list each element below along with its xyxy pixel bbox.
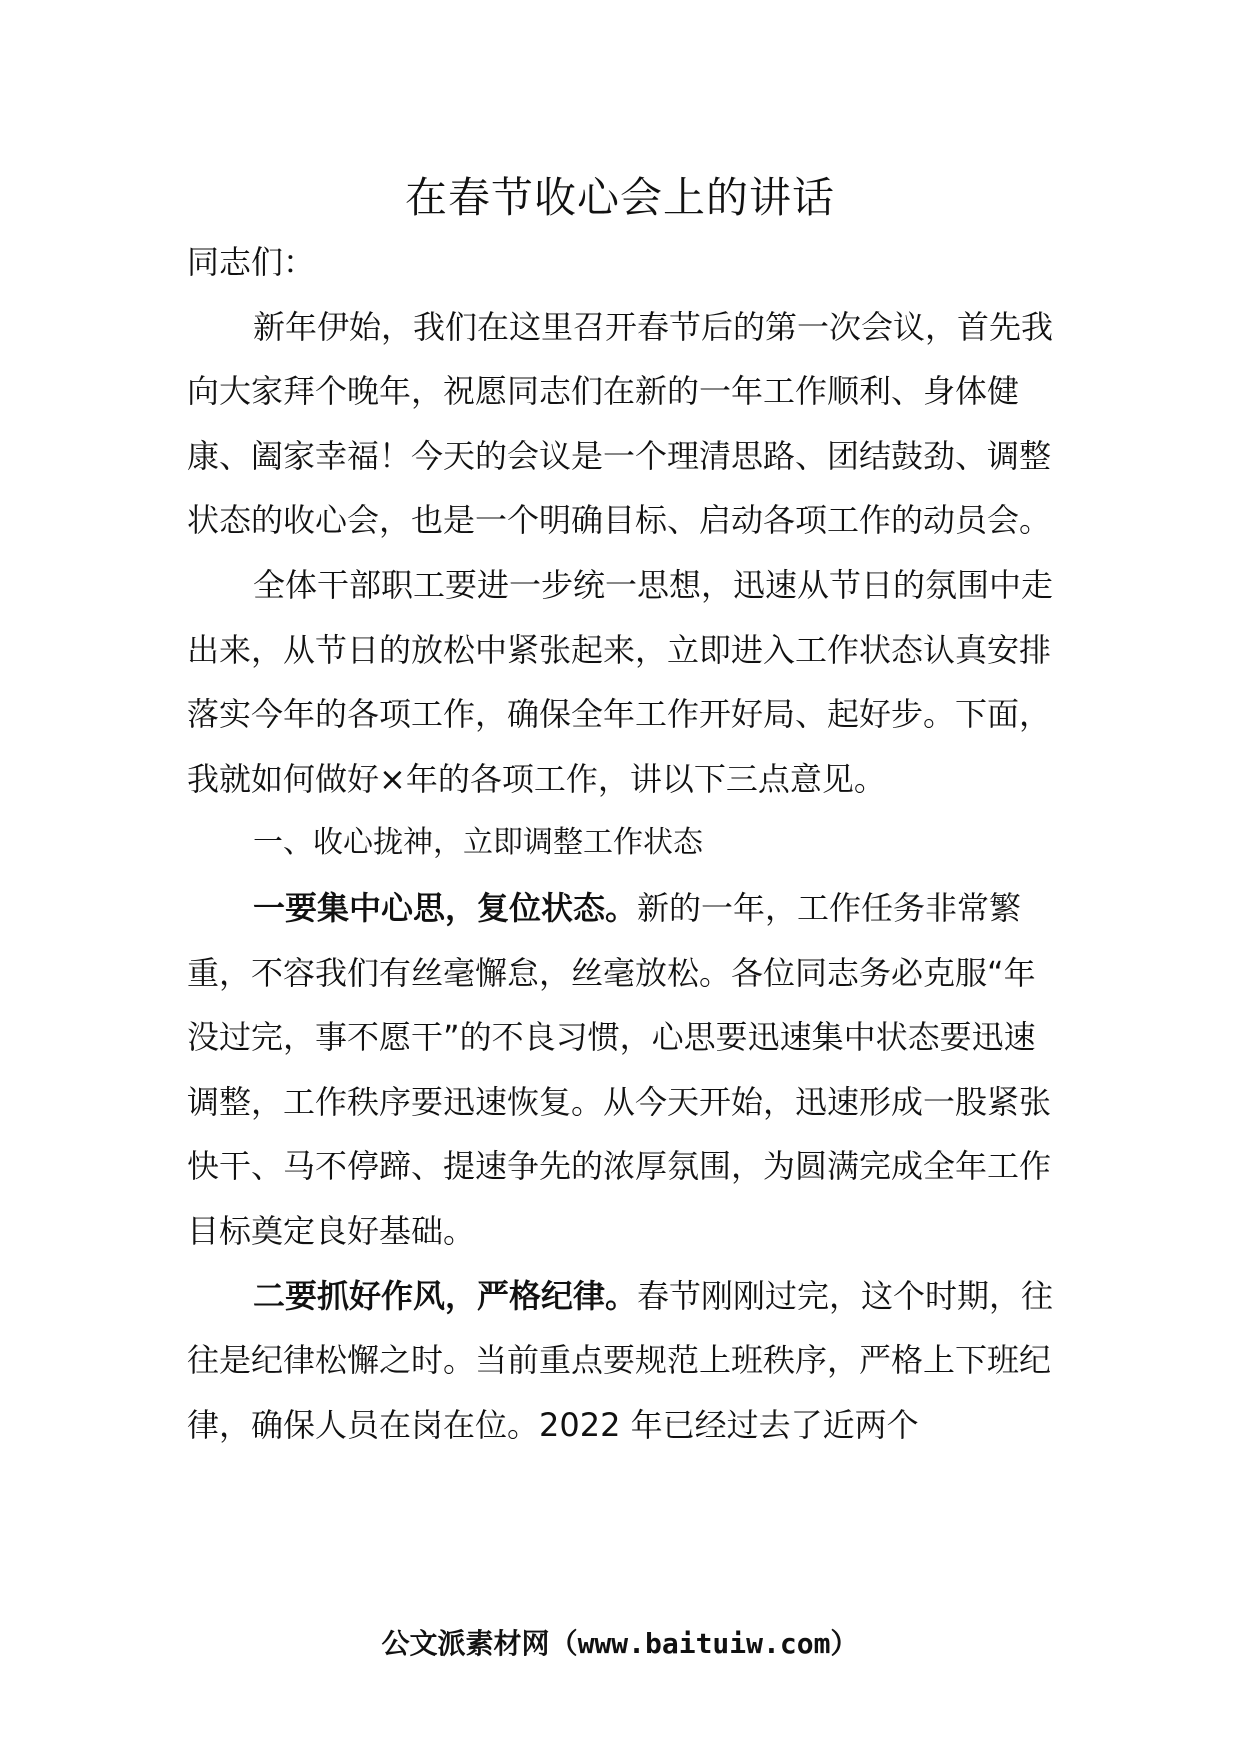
point-two	[187, 1264, 1057, 1458]
salutation: 同志们：	[187, 243, 316, 281]
point-two-lead: 二要抓好作风，严格纪律。	[253, 1276, 638, 1315]
point-one-text: 新的一年，工作任务非常繁重，不容我们有丝毫懈怠，丝毫放松。各位同志务必克服“年没过完，事不愿干”的不良习惯，心思要迅速集中状态要迅速调整，工作秩序要迅速恢复。从今天开始，迅速形成一股紧张快干、马不停蹄、提速争先的浓厚氛围，为圆满完成全年工作目标奠定良好基础。	[187, 888, 1052, 1250]
footer-site-name: 公文派素材网	[381, 1627, 550, 1660]
document-title: 在春节收心会上的讲话	[404, 173, 835, 222]
footer-site-url: （www.baituiw.com）	[549, 1627, 859, 1660]
footer-watermark	[0, 1624, 1240, 1664]
paragraph-unify-thinking: 全体干部职工要进一步统一思想，迅速从节日的氛围中走出来，从节日的放松中紧张起来，立即进入工作状态认真安排落实今年的各项工作，确保全年工作开好局、起好步。下面，我就如何做好×年的各项工作，讲以下三点意见。	[187, 565, 1054, 798]
point-two-text: 春节刚刚过完，这个时期，往往是纪律松懈之时。当前重点要规范上班秩序，严格上下班纪律，确保人员在岗在位。2022 年已经过去了近两个	[187, 1276, 1054, 1444]
point-one-lead: 一要集中心思，复位状态。	[253, 888, 638, 927]
point-one	[187, 876, 1057, 1264]
paragraph-opening: 新年伊始，我们在这里召开春节后的第一次会议，首先我向大家拜个晚年，祝愿同志们在新的一年工作顺利、身体健康、阖家幸福！今天的会议是一个理清思路、团结鼓劲、调整状态的收心会，也是一个明确目标、启动各项工作的动员会。	[187, 307, 1054, 540]
section-heading: 一、收心拢神，立即调整工作状态	[253, 825, 703, 861]
document-body	[187, 230, 1057, 1457]
